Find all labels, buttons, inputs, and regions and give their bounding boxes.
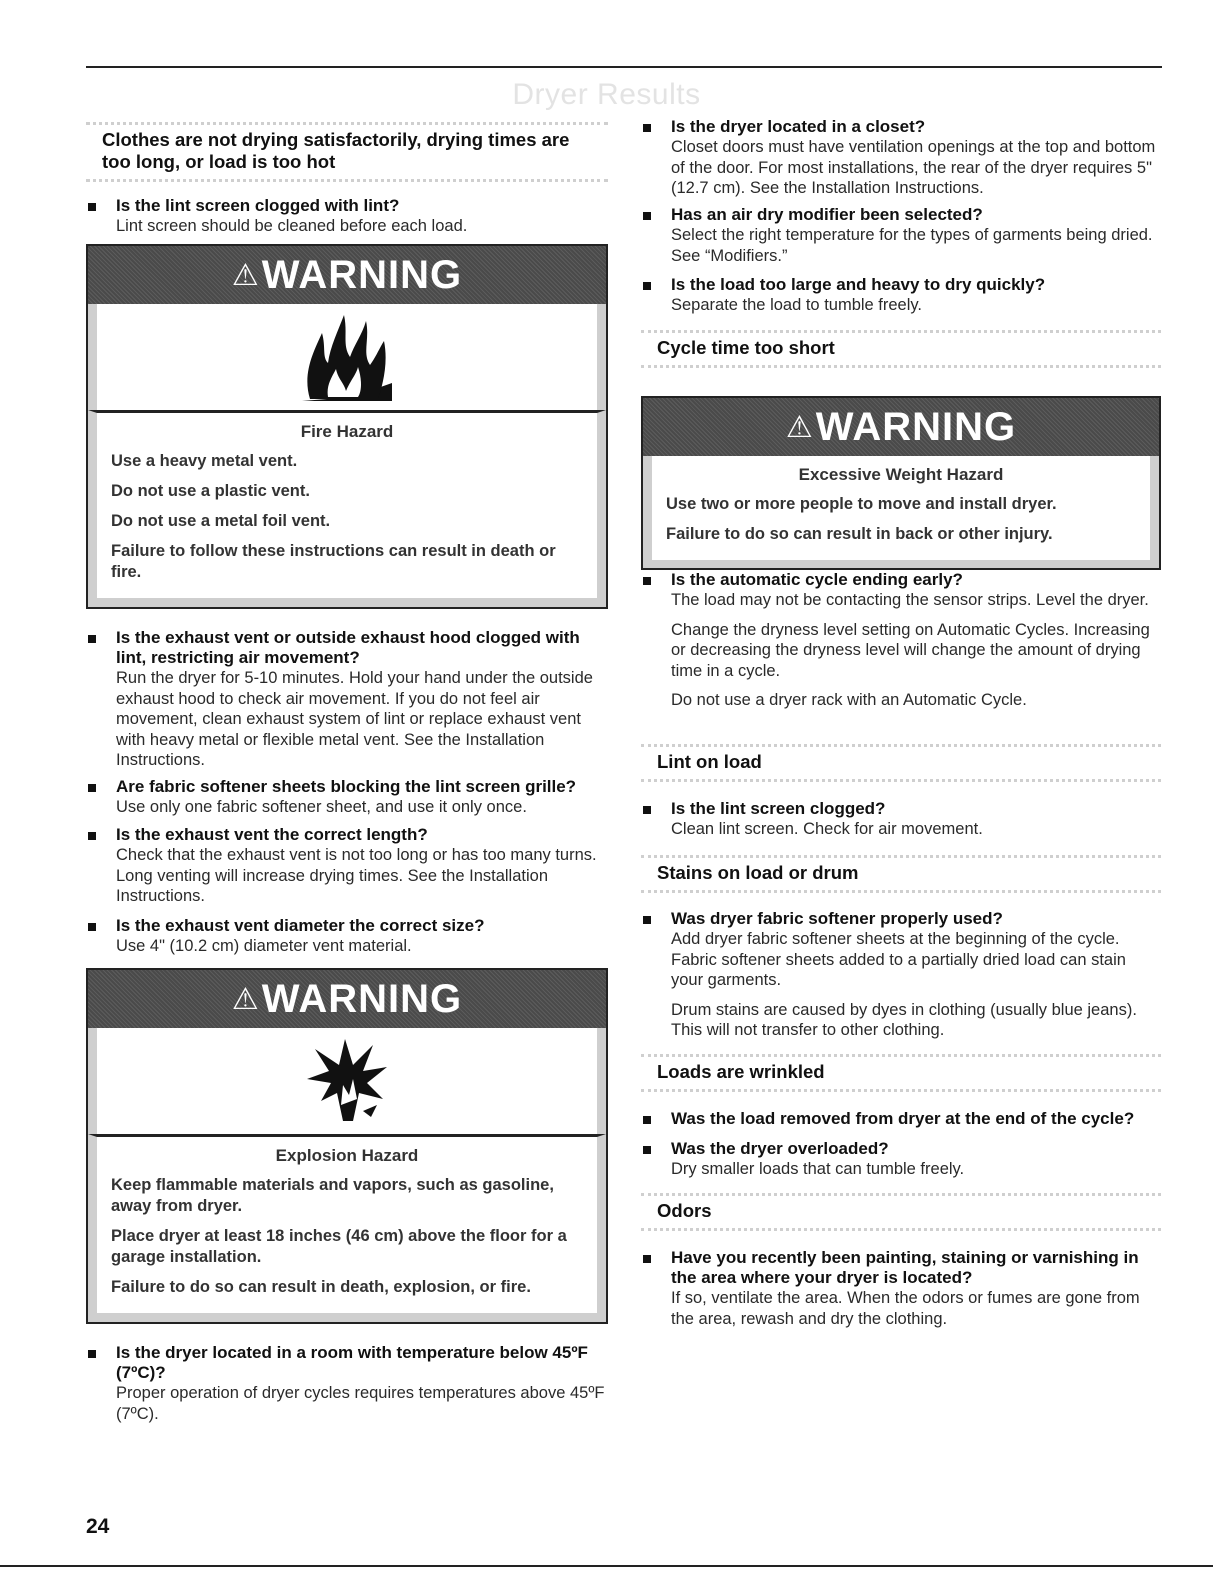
answer: Use 4" (10.2 cm) diameter vent material. — [116, 937, 412, 955]
faq-painting-odors — [641, 1248, 1161, 1329]
question: Is the dryer located in a room with temperature below 45ºF (7ºC)? — [116, 1343, 588, 1382]
answer: Do not use a dryer rack with an Automatic Cycle. — [671, 691, 1027, 709]
question: Has an air dry modifier been selected? — [671, 205, 983, 224]
answer: Select the right temperature for the types of garments being dried. See “Modifiers.” — [671, 226, 1153, 265]
answer: Proper operation of dryer cycles requires temperatures above 45ºF (7ºC). — [116, 1384, 605, 1423]
bullet-icon — [643, 1116, 651, 1124]
warning-box-explosion — [86, 968, 608, 1324]
question: Is the lint screen clogged with lint? — [116, 196, 400, 215]
hazard-icon-area — [88, 304, 606, 410]
question: Was the load removed from dryer at the end of the cycle? — [671, 1109, 1135, 1128]
top-rule — [86, 66, 1162, 68]
question: Is the exhaust vent diameter the correct size? — [116, 916, 485, 935]
bullet-icon — [643, 577, 651, 585]
warning-label: WARNING — [261, 977, 463, 1021]
bullet-icon — [643, 124, 651, 132]
question: Was dryer fabric softener properly used? — [671, 909, 1003, 928]
hazard-title: Excessive Weight Hazard — [798, 465, 1004, 484]
faq-vent-length — [86, 825, 608, 907]
warning-line: Failure to follow these instructions can result in death or fire. — [111, 542, 556, 581]
bottom-rule — [0, 1565, 1213, 1567]
page-title: Dryer Results — [512, 78, 701, 111]
section-heading-lint-on-load: Lint on load — [641, 744, 1161, 782]
bullet-icon — [88, 923, 96, 931]
hazard-title: Explosion Hazard — [275, 1146, 419, 1165]
question: Is the lint screen clogged? — [671, 799, 886, 818]
question: Is the automatic cycle ending early? — [671, 570, 963, 589]
question: Have you recently been painting, staining or varnishing in the area where your dryer is located? — [671, 1248, 1139, 1287]
answer: Run the dryer for 5-10 minutes. Hold your hand under the outside exhaust hood to check air movement. If you do not feel air movement, clean exhaust system of lint or replace exhaust vent with heavy metal or flexible metal vent. See the Installation Instructions. — [116, 669, 593, 769]
answer: If so, ventilate the area. When the odors or fumes are gone from the area, rewash and dry the clothing. — [671, 1289, 1140, 1328]
bullet-icon — [88, 635, 96, 643]
bullet-icon — [643, 1146, 651, 1154]
warning-line: Place dryer at least 18 inches (46 cm) above the floor for a garage installation. — [111, 1227, 567, 1266]
bullet-icon — [643, 806, 651, 814]
warning-line: Do not use a metal foil vent. — [111, 512, 331, 530]
answer: Add dryer fabric softener sheets at the beginning of the cycle. Fabric softener sheets added to a partially dried load can stain your garments. — [671, 930, 1126, 989]
question: Is the load too large and heavy to dry quickly? — [671, 275, 1046, 294]
faq-vent-diameter — [86, 916, 608, 957]
faq-air-dry-modifier — [641, 205, 1161, 266]
question: Is the exhaust vent the correct length? — [116, 825, 428, 844]
faq-load-too-large — [641, 275, 1161, 316]
answer: Drum stains are caused by dyes in clothing (usually blue jeans). This will not transfer to other clothing. — [671, 1000, 1137, 1039]
bullet-icon — [643, 212, 651, 220]
page-number: 24 — [86, 1515, 110, 1538]
faq-fabric-softener-used — [641, 909, 1161, 1041]
warning-line: Failure to do so can result in death, explosion, or fire. — [111, 1278, 531, 1296]
bullet-icon — [88, 832, 96, 840]
warning-banner — [643, 398, 1159, 456]
answer: Dry smaller loads that can tumble freely. — [671, 1160, 965, 1178]
warning-triangle-icon: ⚠ — [231, 983, 260, 1016]
bullet-icon — [643, 916, 651, 924]
answer: Separate the load to tumble freely. — [671, 296, 923, 314]
section-heading-odors: Odors — [641, 1193, 1161, 1231]
bullet-icon — [643, 1255, 651, 1263]
warning-line: Use two or more people to move and install dryer. — [666, 495, 1057, 513]
section-heading-wrinkled: Loads are wrinkled — [641, 1054, 1161, 1092]
fire-hazard-icon — [292, 311, 402, 403]
warning-triangle-icon: ⚠ — [785, 411, 814, 444]
hazard-icon-area — [88, 1028, 606, 1134]
answer: Check that the exhaust vent is not too long or has too many turns. Long venting will increase drying times. See the Installation Instructions. — [116, 846, 597, 905]
faq-load-removed — [641, 1109, 1161, 1129]
faq-lint-screen — [86, 196, 608, 237]
warning-text-area — [88, 1134, 606, 1322]
explosion-hazard-icon — [297, 1035, 397, 1127]
warning-triangle-icon: ⚠ — [231, 259, 260, 292]
question: Is the dryer located in a closet? — [671, 117, 926, 136]
hazard-title: Fire Hazard — [300, 422, 394, 441]
faq-room-temperature — [86, 1343, 608, 1424]
warning-line: Keep flammable materials and vapors, such as gasoline, away from dryer. — [111, 1176, 554, 1215]
answer: Change the dryness level setting on Automatic Cycles. Increasing or decreasing the dryness level will change the amount of drying time in a cycle. — [671, 620, 1150, 680]
section-heading-stains: Stains on load or drum — [641, 855, 1161, 893]
warning-box-fire — [86, 244, 608, 609]
faq-exhaust-hood — [86, 628, 608, 771]
section-heading-cycle-short: Cycle time too short — [641, 330, 1161, 368]
answer: Clean lint screen. Check for air movement. — [671, 820, 983, 838]
answer: The load may not be contacting the sensor strips. Level the dryer. — [671, 591, 1149, 609]
faq-dryer-overloaded — [641, 1139, 1161, 1180]
bullet-icon — [88, 1350, 96, 1358]
warning-text-area — [643, 456, 1159, 568]
warning-label: WARNING — [261, 253, 463, 297]
warning-line: Use a heavy metal vent. — [111, 452, 298, 470]
answer: Closet doors must have ventilation openings at the top and bottom of the door. For most installations, the rear of the dryer requires 5" (12.7 cm). See the Installation Instructions. — [671, 138, 1156, 197]
answer: Lint screen should be cleaned before each load. — [116, 217, 468, 235]
warning-line: Do not use a plastic vent. — [111, 482, 310, 500]
faq-closet — [641, 117, 1161, 199]
question: Was the dryer overloaded? — [671, 1139, 889, 1158]
section-heading-not-drying: Clothes are not drying satisfactorily, drying times are too long, or load is too hot — [86, 122, 608, 182]
bullet-icon — [643, 282, 651, 290]
warning-line: Failure to do so can result in back or other injury. — [666, 525, 1053, 543]
warning-banner — [88, 970, 606, 1028]
warning-label: WARNING — [815, 405, 1017, 449]
warning-text-area — [88, 410, 606, 607]
bullet-icon — [88, 203, 96, 211]
warning-box-weight — [641, 396, 1161, 570]
bullet-icon — [88, 784, 96, 792]
answer: Use only one fabric softener sheet, and use it only once. — [116, 798, 527, 816]
question: Are fabric softener sheets blocking the lint screen grille? — [116, 777, 577, 796]
question: Is the exhaust vent or outside exhaust hood clogged with lint, restricting air movement? — [116, 628, 580, 667]
faq-automatic-cycle — [641, 570, 1161, 711]
faq-lint-screen-clogged — [641, 799, 1161, 840]
faq-softener-sheets — [86, 777, 608, 818]
warning-banner — [88, 246, 606, 304]
